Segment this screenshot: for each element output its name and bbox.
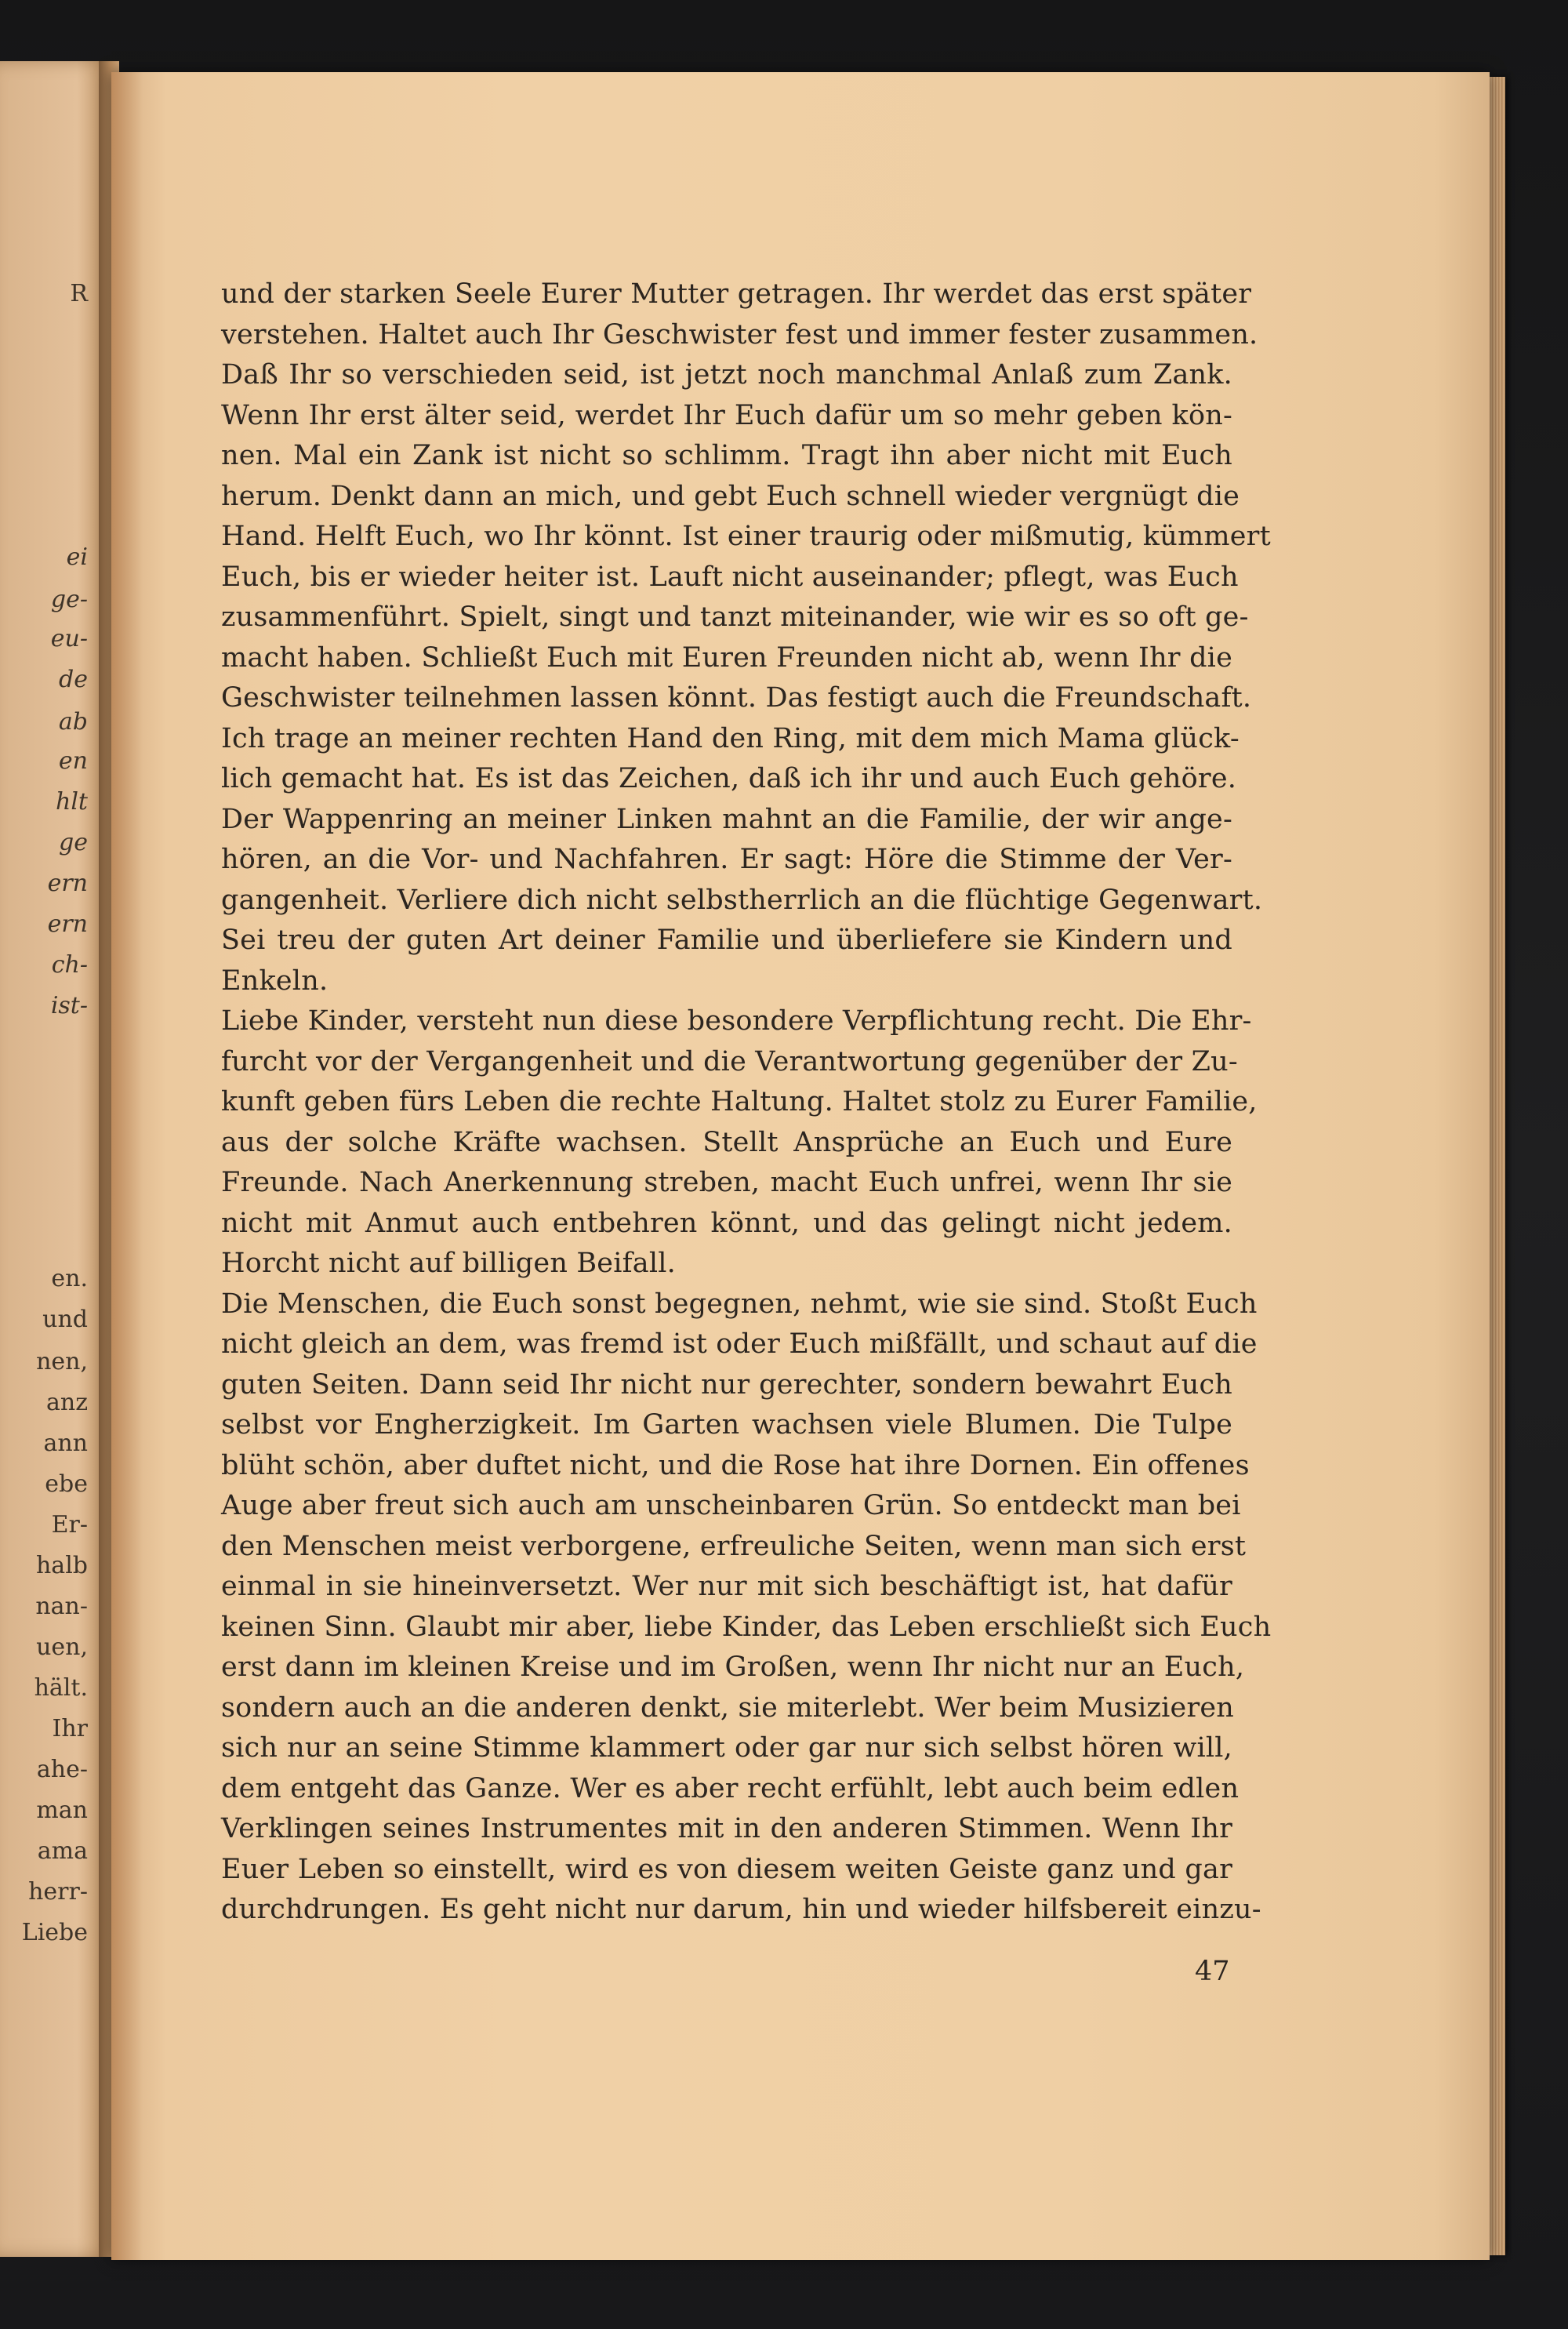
facing-page-fragment: Liebe [21,1919,88,1946]
text-line: Liebe Kinder, versteht nun diese besondere Verpflichtung recht. Die Ehr- [221,1005,1252,1037]
text-line: Geschwister teilnehmen lassen könnt. Das festigt auch die Freundschaft. [221,682,1252,714]
facing-page-fragment: ann [43,1430,88,1457]
text-line: einmal in sie hineinversetzt. Wer nur mit sich beschäftigt ist, hat dafür [221,1571,1232,1602]
text-line: herum. Denkt dann an mich, und gebt Euch schnell wieder vergnügt die [221,480,1240,512]
page-body-text [221,274,1272,1931]
page-gutter-shadow [111,72,143,2260]
text-line: verstehen. Haltet auch Ihr Geschwister fest und immer fester zusammen. [221,318,1258,351]
facing-page-fragment: uen, [36,1633,88,1661]
text-line: keinen Sinn. Glaubt mir aber, liebe Kinder, das Leben erschließt sich Euch [221,1611,1272,1643]
facing-page-fragment: ab [58,708,88,736]
facing-page-fragment: ama [37,1837,88,1865]
facing-page-fragment: ebe [45,1470,88,1498]
facing-page-fragment: ge- [50,586,88,613]
text-line: hören, an die Vor- und Nachfahren. Er sagt: Höre die Stimme der Ver- [221,844,1232,875]
facing-page [0,61,110,2257]
facing-page-fragment: Ihr [52,1715,88,1742]
text-line: den Menschen meist verborgene, erfreuliche Seiten, wenn man sich erst [221,1530,1247,1562]
facing-page-fragment: ern [47,870,88,897]
facing-page-fragment: und [42,1306,88,1333]
text-line: selbst vor Engherzigkeit. Im Garten wachsen viele Blumen. Die Tulpe [221,1409,1232,1441]
text-line: nicht mit Anmut auch entbehren könnt, und das gelingt nicht jedem. [221,1207,1232,1239]
text-line: Daß Ihr so verschieden seid, ist jetzt noch manchmal Anlaß zum Zank. [221,359,1232,391]
text-line: Freunde. Nach Anerkennung streben, macht Euch unfrei, wenn Ihr sie [221,1167,1232,1198]
page-stack-edge [1490,77,1505,2255]
page-number: 47 [1195,1956,1230,1987]
facing-page-fragment: halb [35,1552,88,1579]
text-line: guten Seiten. Dann seid Ihr nicht nur gerechter, sondern bewahrt Euch [221,1368,1232,1401]
text-line: Auge aber freut sich auch am unscheinbaren Grün. So entdeckt man bei [221,1490,1241,1521]
text-line: sich nur an seine Stimme klammert oder gar nur sich selbst hören will, [221,1732,1232,1764]
text-line: Die Menschen, die Euch sonst begegnen, nehmt, wie sie sind. Stoßt Euch [221,1288,1258,1320]
text-line: furcht vor der Vergangenheit und die Verantwortung gegenüber der Zu- [221,1045,1238,1077]
text-line: sondern auch an die anderen denkt, sie miterlebt. Wer beim Musizieren [221,1691,1235,1724]
text-line: Sei treu der guten Art deiner Familie und überliefere sie Kindern und [221,925,1232,956]
text-line: Wenn Ihr erst älter seid, werdet Ihr Euch dafür um so mehr geben kön- [221,399,1232,431]
text-line: erst dann im kleinen Kreise und im Großen, wenn Ihr nicht nur an Euch, [221,1651,1245,1683]
facing-page-fragment: en. [51,1265,88,1292]
facing-page-fragment: R [70,280,88,307]
facing-page-fragment: ge [59,829,88,856]
facing-page-fragment: eu- [50,625,88,652]
text-line: Enkeln. [221,965,328,997]
text-line: Hand. Helft Euch, wo Ihr könnt. Ist einer traurig oder mißmutig, kümmert [221,521,1271,552]
facing-page-fragment: hält. [34,1674,88,1702]
text-line: zusammenführt. Spielt, singt und tanzt miteinander, wie wir es so oft ge- [221,601,1249,633]
text-line: Der Wappenring an meiner Linken mahnt an die Familie, der wir ange- [221,803,1232,835]
text-line: macht haben. Schließt Euch mit Euren Freunden nicht ab, wenn Ihr die [221,641,1232,674]
facing-page-fragment: ern [47,910,88,938]
text-line: dem entgeht das Ganze. Wer es aber recht erfühlt, lebt auch beim edlen [221,1772,1240,1804]
facing-page-fragment: nen, [36,1348,88,1375]
text-line: und der starken Seele Eurer Mutter getragen. Ihr werdet das erst später [221,278,1252,310]
text-line: aus der solche Kräfte wachsen. Stellt Ansprüche an Euch und Eure [221,1126,1232,1158]
text-line: durchdrungen. Es geht nicht nur darum, hin und wieder hilfsbereit einzu- [221,1894,1261,1925]
facing-page-fragment: nan- [35,1593,88,1620]
text-line: Ich trage an meiner rechten Hand den Ring, mit dem mich Mama glück- [221,722,1240,754]
text-line: Euch, bis er wieder heiter ist. Lauft nicht auseinander; pflegt, was Euch [221,561,1239,593]
facing-page-fragment: herr- [28,1878,88,1906]
facing-page-fragment: Er- [51,1511,88,1539]
facing-page-fragment: anz [45,1389,88,1416]
text-line: nen. Mal ein Zank ist nicht so schlimm. Tragt ihn aber nicht mit Euch [221,440,1232,471]
text-line: lich gemacht hat. Es ist das Zeichen, daß ich ihr und auch Euch gehöre. [221,763,1237,794]
text-line: Verklingen seines Instrumentes mit in den anderen Stimmen. Wenn Ihr [221,1813,1232,1844]
text-line: blüht schön, aber duftet nicht, und die Rose hat ihre Dornen. Ein offenes [221,1449,1250,1481]
facing-page-fragment: ist- [50,992,88,1019]
facing-page-fragment: de [59,666,88,693]
text-line: kunft geben fürs Leben die rechte Haltung. Haltet stolz zu Eurer Familie, [221,1086,1258,1117]
text-line: gangenheit. Verliere dich nicht selbstherrlich an die flüchtige Gegenwart. [221,884,1263,916]
facing-page-fragment: ch- [51,951,88,979]
facing-page-fragment: ahe- [36,1756,88,1783]
text-line: Euer Leben so einstellt, wird es von diesem weiten Geiste ganz und gar [221,1853,1232,1885]
facing-page-fragment: man [36,1797,88,1824]
facing-page-fragment: ei [66,543,88,571]
facing-page-fragment: en [58,747,88,775]
text-line: Horcht nicht auf billigen Beifall. [221,1248,676,1279]
facing-page-fragment: hlt [56,788,88,816]
text-line: nicht gleich an dem, was fremd ist oder Euch mißfällt, und schaut auf die [221,1328,1258,1360]
